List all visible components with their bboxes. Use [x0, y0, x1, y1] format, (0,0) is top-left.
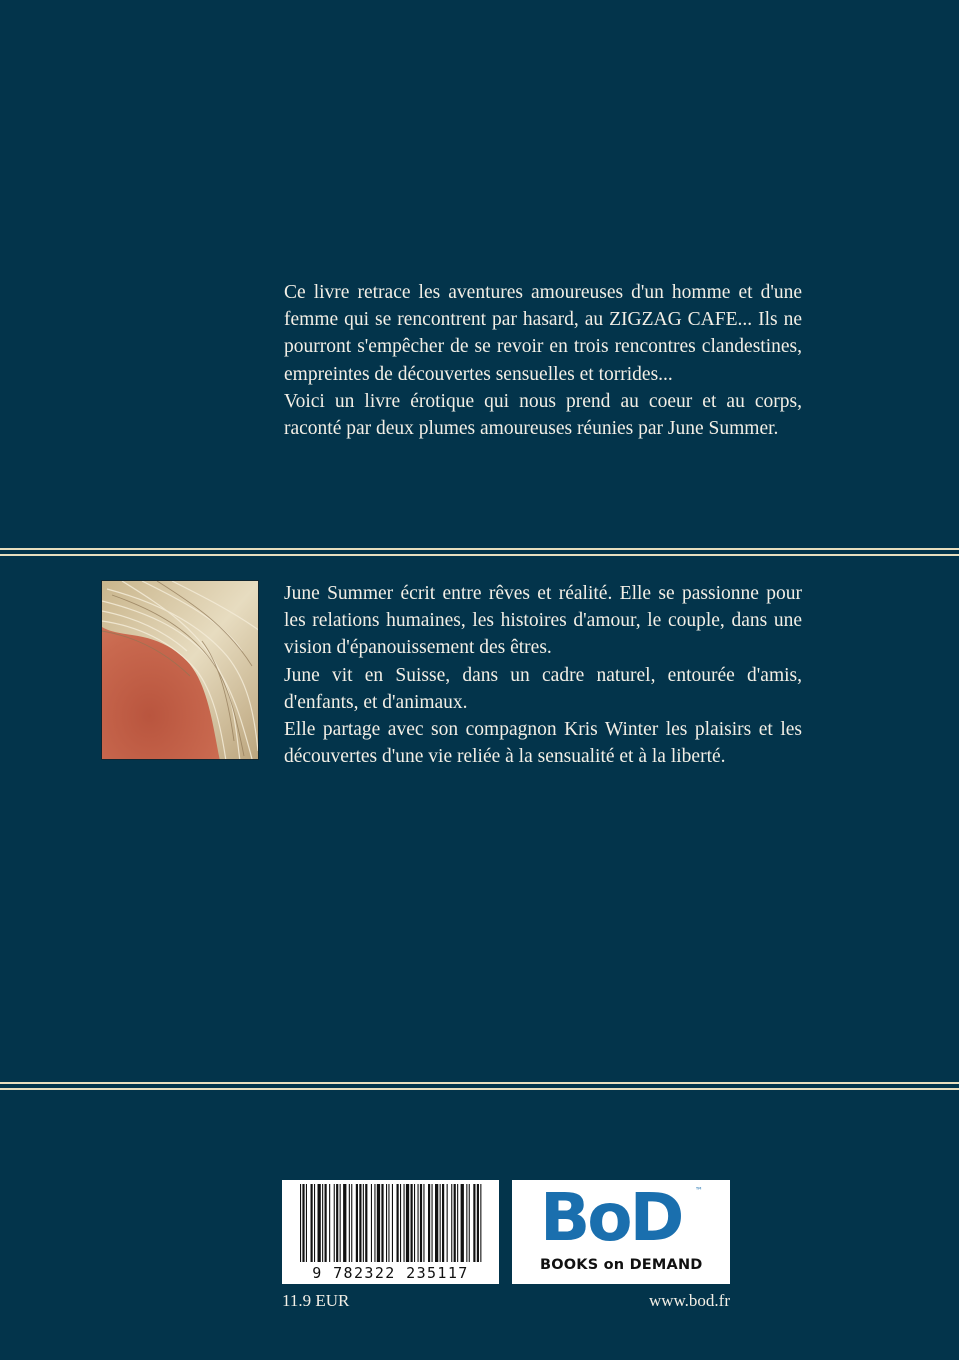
barcode-bar — [351, 1184, 352, 1262]
bio-paragraph: Elle partage avec son compagnon Kris Winter les plaisirs et les découvertes d'une vie reliée à la sensualité et à la liberté. — [284, 719, 802, 768]
barcode-bar — [302, 1184, 304, 1262]
barcode-bar — [447, 1184, 448, 1262]
barcode-bar — [480, 1184, 481, 1262]
barcode-bar — [411, 1184, 413, 1262]
barcode-bar — [442, 1184, 444, 1262]
barcode-bars — [282, 1180, 499, 1264]
barcode-bar — [420, 1184, 422, 1262]
barcode-bar — [363, 1184, 364, 1262]
barcode-bar — [359, 1184, 361, 1262]
bod-logo-text: BoD — [540, 1179, 682, 1256]
bio-paragraph: June vit en Suisse, dans un cadre naturel, entourée d'amis, d'enfants, et d'animaux. — [284, 664, 802, 713]
bio-paragraph: June Summer écrit entre rêves et réalité. Elle se passionne pour les relations humaines, les histoires d'amour, le couple, dans une vision d'épanouissement des êtres. — [284, 583, 802, 659]
barcode-digits: 9 782322 235117 — [312, 1264, 469, 1282]
barcode-bar — [349, 1184, 350, 1262]
barcode-bar — [473, 1184, 475, 1262]
barcode-bar — [451, 1184, 452, 1262]
barcode-bar — [428, 1184, 430, 1262]
back-cover-blurb — [284, 279, 802, 442]
barcode-bar — [414, 1184, 415, 1262]
barcode-bar — [386, 1184, 387, 1262]
trademark-symbol: ™ — [695, 1186, 703, 1195]
barcode-bar — [432, 1184, 433, 1262]
barcode-bar — [435, 1184, 438, 1262]
barcode-bar — [397, 1184, 399, 1262]
barcode-bar — [381, 1184, 383, 1262]
barcode-bar — [311, 1184, 313, 1262]
barcode-bar — [365, 1184, 367, 1262]
barcode-bar — [440, 1184, 441, 1262]
barcode-bar — [404, 1184, 405, 1262]
barcode-bar — [318, 1184, 321, 1262]
barcode-bar — [306, 1184, 307, 1262]
barcode-bar — [322, 1184, 323, 1262]
divider-top — [0, 548, 959, 556]
barcode-bar — [454, 1184, 456, 1262]
divider-bottom — [0, 1082, 959, 1090]
barcode-bar — [343, 1184, 346, 1262]
blurb-paragraph: Ce livre retrace les aventures amoureuses d'un homme et d'une femme qui se rencontrent par hasard, au ZIGZAG CAFE... Ils ne pourront s'empêcher de se revoir en trois rencontres clandestines, empreintes de découvertes sensuelles et torrides... — [284, 282, 802, 385]
price: 11.9 EUR — [282, 1291, 350, 1310]
barcode-bar — [356, 1184, 358, 1262]
barcode-bar — [466, 1184, 467, 1262]
author-photo — [101, 580, 259, 760]
barcode-bar — [325, 1184, 327, 1262]
barcode-bar — [329, 1184, 330, 1262]
barcode-bar — [477, 1184, 479, 1262]
bod-tagline: BOOKS on DEMAND — [540, 1257, 703, 1273]
barcode-bar — [377, 1184, 380, 1262]
barcode-bar — [314, 1184, 315, 1262]
barcode-bar — [334, 1184, 335, 1262]
barcode-bar — [371, 1184, 372, 1262]
barcode-bar — [457, 1184, 458, 1262]
publisher-website: www.bod.fr — [648, 1291, 730, 1310]
publisher-logo — [512, 1180, 730, 1284]
barcode-bar — [374, 1184, 375, 1262]
barcode-bar — [406, 1184, 409, 1262]
isbn-barcode — [282, 1180, 499, 1284]
barcode-bar — [340, 1184, 341, 1262]
author-bio — [284, 580, 802, 770]
barcode-bar — [388, 1184, 389, 1262]
barcode-bar — [469, 1184, 470, 1262]
barcode-bar — [418, 1184, 419, 1262]
barcode-bar — [423, 1184, 424, 1262]
barcode-bar — [300, 1184, 301, 1262]
barcode-bar — [392, 1184, 393, 1262]
barcode-bar — [400, 1184, 401, 1262]
barcode-bar — [336, 1184, 338, 1262]
barcode-bar — [461, 1184, 464, 1262]
blurb-paragraph: Voici un livre érotique qui nous prend au coeur et au corps, raconté par deux plumes amoureuses réunies par June Summer. — [284, 390, 802, 440]
